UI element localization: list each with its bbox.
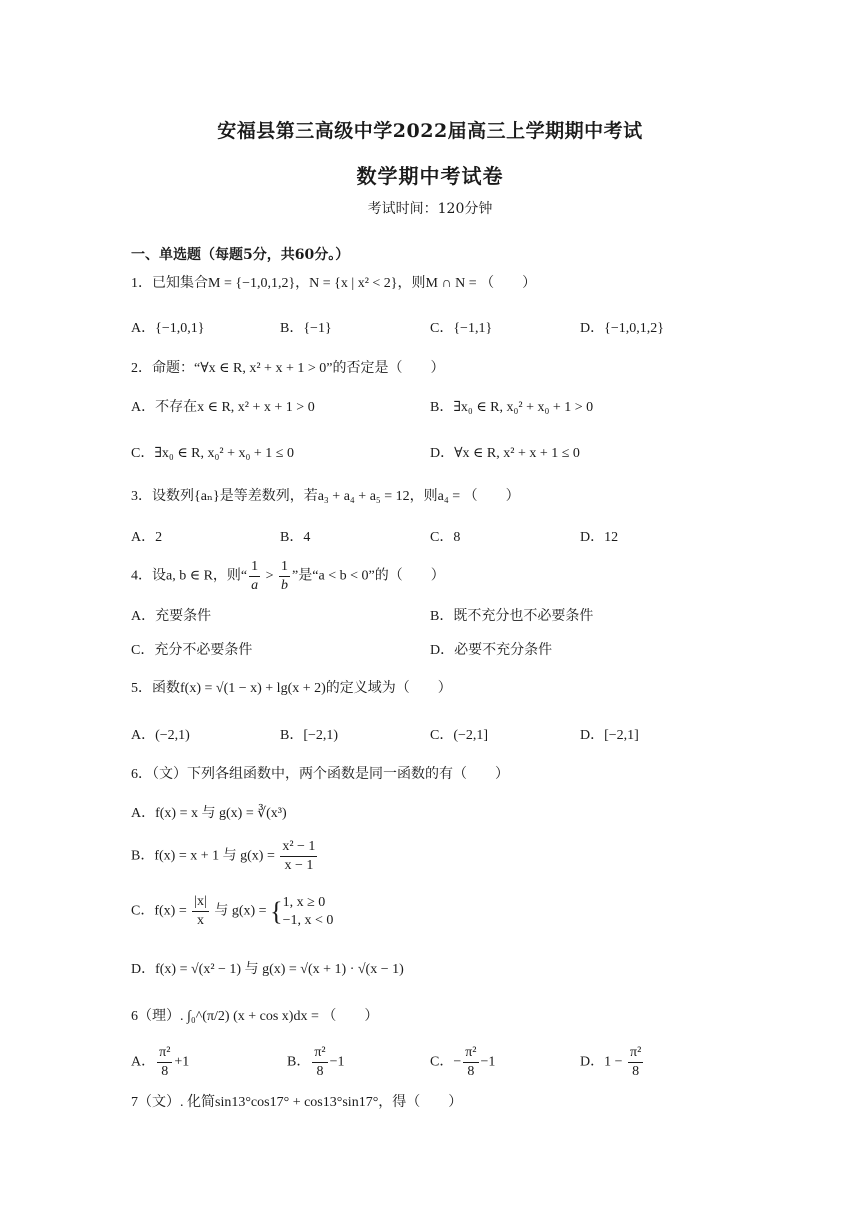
- fraction-denominator: 8: [632, 1064, 640, 1079]
- fraction-denominator: x: [197, 913, 205, 928]
- question-6-wen-option-c: [131, 893, 333, 930]
- fraction-numerator: π²: [463, 1044, 478, 1063]
- question-6-wen-option-b: [131, 838, 319, 875]
- option-label: C．−: [430, 1054, 462, 1070]
- question-3-option-d: D．12: [580, 530, 619, 545]
- fraction-denominator: b: [281, 578, 289, 593]
- option-tail: +1: [174, 1054, 190, 1070]
- piecewise-cases: [283, 894, 334, 930]
- question-6-li-option-a: [131, 1044, 189, 1081]
- option-c-start: C．f(x) =: [131, 903, 191, 919]
- fraction-denominator: 8: [161, 1064, 169, 1079]
- question-7-wen-stem: 7（文）. 化简sin13°cos17° + cos13°sin17°，得（ ）: [131, 1095, 463, 1110]
- fraction-numerator: 1: [279, 558, 290, 577]
- option-label: B．: [287, 1054, 311, 1070]
- fraction: [280, 838, 317, 875]
- question-2-option-a: A．不存在x ∈ R, x² + x + 1 > 0: [131, 400, 315, 415]
- question-2-option-d: D．∀x ∈ R, x² + x + 1 ≤ 0: [430, 446, 580, 461]
- question-5-option-c: C．(−2,1]: [430, 728, 489, 743]
- question-1-stem: 1．已知集合M = {−1,0,1,2}，N = {x | x² < 2}，则M ∩ N = （ ）: [131, 276, 537, 291]
- fraction: [192, 893, 209, 930]
- exam-title: 数学期中考试卷: [356, 164, 504, 188]
- question-4-option-a: A．充要条件: [131, 609, 212, 624]
- question-1-option-d: D．{−1,0,1,2}: [580, 321, 664, 336]
- question-4-stem-start: 4．设a, b ∈ R，则“: [131, 568, 248, 584]
- option-tail: −1: [480, 1054, 496, 1070]
- question-4-stem-end: ”是“a < b < 0”的（ ）: [292, 568, 445, 584]
- question-4-option-d: D．必要不充分条件: [430, 643, 553, 658]
- question-1-option-b: B．{−1}: [280, 321, 332, 336]
- question-6-wen-stem: 6．（文）下列各组函数中，两个函数是同一函数的有（ ）: [131, 767, 509, 782]
- fraction-numerator: π²: [312, 1044, 327, 1063]
- fraction: [157, 1044, 172, 1081]
- question-6-li-stem: 6（理）. ∫₀^(π/2) (x + cos x)dx = （ ）: [131, 1009, 379, 1024]
- option-label: D．1 −: [580, 1054, 627, 1070]
- question-3-stem: 3．设数列{aₙ}是等差数列，若a₃ + a₄ + a₅ = 12，则a₄ = （ ）: [131, 489, 520, 504]
- fraction-one-over-b: [279, 558, 290, 595]
- question-1-option-a: A．{−1,0,1}: [131, 321, 205, 336]
- left-brace: {: [270, 896, 283, 926]
- exam-time: 考试时间：120分钟: [367, 201, 493, 217]
- question-4-stem: [131, 558, 445, 595]
- question-6-wen-option-a: A．f(x) = x 与 g(x) = ∛(x³): [131, 806, 287, 821]
- question-4-option-b: B．既不充分也不必要条件: [430, 609, 594, 624]
- fraction: [463, 1044, 478, 1081]
- option-c-middle: 与 g(x) =: [210, 903, 271, 919]
- fraction-denominator: a: [251, 578, 259, 593]
- fraction: [628, 1044, 643, 1081]
- option-b-start: B．f(x) = x + 1 与 g(x) =: [131, 848, 279, 864]
- section-heading: 一、单选题（每题5分，共60分。）: [131, 247, 350, 263]
- question-3-option-a: A．2: [131, 530, 163, 545]
- question-2-option-c: C．∃x₀ ∈ R, x₀² + x₀ + 1 ≤ 0: [131, 446, 294, 461]
- question-2-stem: 2．命题：“∀x ∈ R, x² + x + 1 > 0”的否定是（ ）: [131, 361, 445, 376]
- fraction: [312, 1044, 327, 1081]
- piecewise-case-1: 1, x ≥ 0: [282, 894, 326, 910]
- question-5-stem: 5．函数f(x) = √(1 − x) + lg(x + 2)的定义域为（ ）: [131, 681, 452, 696]
- fraction-denominator: x − 1: [284, 858, 314, 873]
- fraction-one-over-a: [249, 558, 260, 595]
- question-5-option-a: A．(−2,1): [131, 728, 190, 743]
- question-4-option-c: C．充分不必要条件: [131, 643, 253, 658]
- question-3-option-c: C．8: [430, 530, 461, 545]
- piecewise-case-2: −1, x < 0: [282, 912, 334, 928]
- fraction-denominator: 8: [316, 1064, 324, 1079]
- greater-than-sign: >: [262, 568, 278, 584]
- question-1-option-c: C．{−1,1}: [430, 321, 493, 336]
- fraction-numerator: π²: [628, 1044, 643, 1063]
- question-2-option-b: B．∃x₀ ∈ R, x₀² + x₀ + 1 > 0: [430, 400, 594, 415]
- question-3-option-b: B．4: [280, 530, 311, 545]
- question-6-li-option-b: [287, 1044, 345, 1081]
- fraction-numerator: |x|: [192, 893, 209, 912]
- question-6-li-option-d: [580, 1044, 645, 1081]
- fraction-denominator: 8: [467, 1064, 475, 1079]
- question-5-option-b: B．[−2,1): [280, 728, 339, 743]
- fraction-numerator: π²: [157, 1044, 172, 1063]
- fraction-numerator: 1: [249, 558, 260, 577]
- option-tail: −1: [329, 1054, 345, 1070]
- option-label: A．: [131, 1054, 156, 1070]
- fraction-numerator: x² − 1: [280, 838, 317, 857]
- question-6-wen-option-d: D．f(x) = √(x² − 1) 与 g(x) = √(x + 1) · √(x − 1): [131, 962, 404, 977]
- question-6-li-option-c: [430, 1044, 495, 1081]
- school-title: 安福县第三高级中学2022届高三上学期期中考试: [217, 120, 643, 142]
- question-5-option-d: D．[−2,1]: [580, 728, 639, 743]
